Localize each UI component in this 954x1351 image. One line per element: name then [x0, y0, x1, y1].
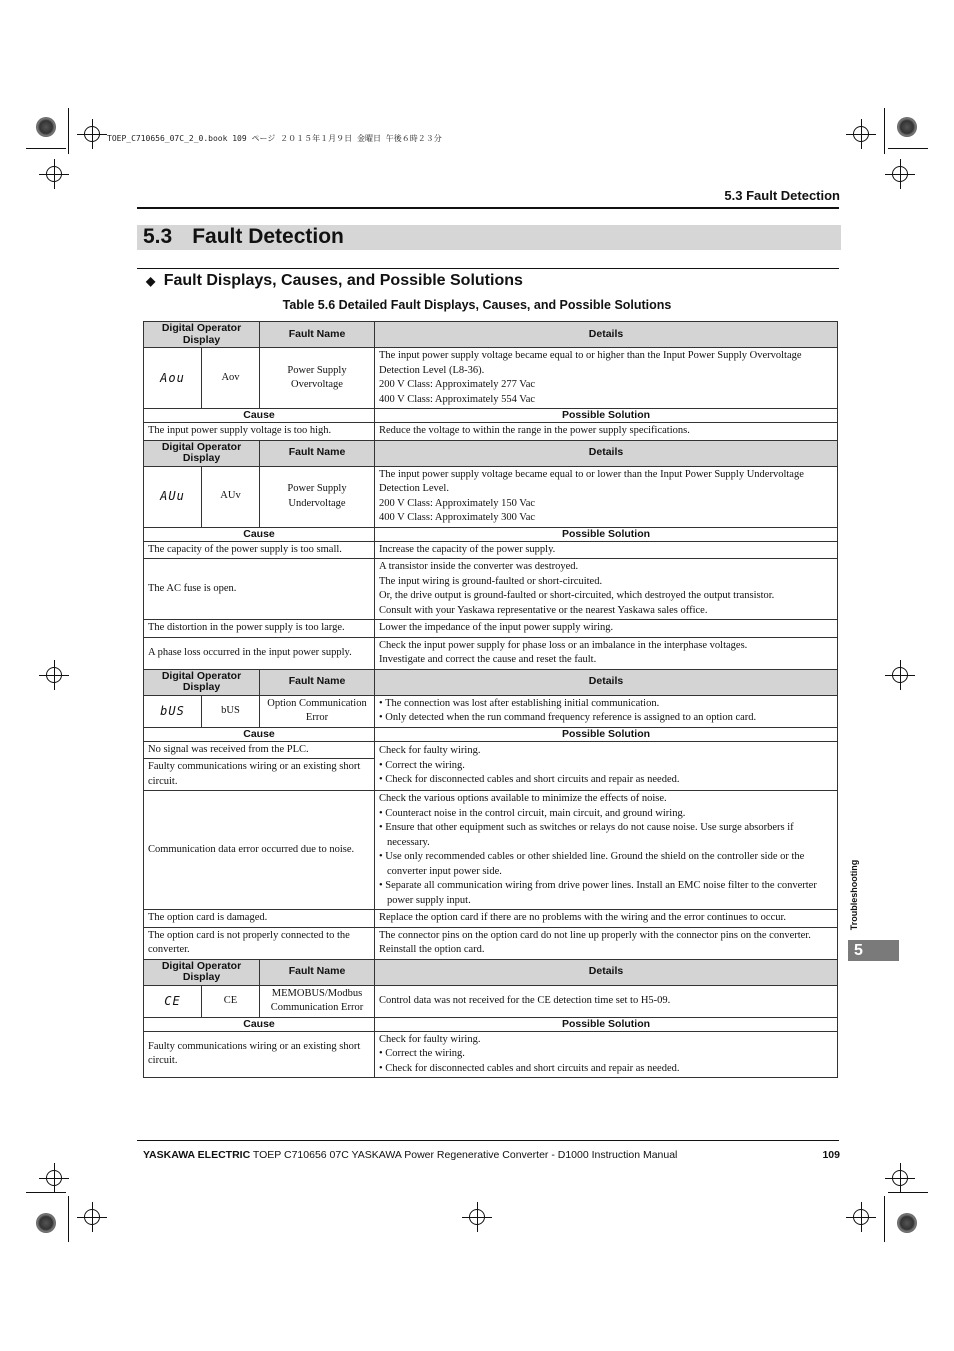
fault-name: Power Supply Overvoltage [260, 348, 375, 409]
solution-text [375, 423, 838, 441]
fault-info-row [144, 695, 838, 727]
solution-line: Check for faulty wiring. [379, 1033, 481, 1045]
fault-name: MEMOBUS/Modbus Communication Error [260, 985, 375, 1017]
solution-header: Possible Solution [375, 527, 838, 541]
solution-line: A transistor inside the converter was destroyed. [379, 561, 579, 572]
registration-dot-icon [897, 1213, 917, 1233]
cause-header-row [144, 1017, 838, 1031]
registration-dot-icon [36, 117, 56, 137]
subsection-heading [146, 272, 523, 290]
details-line: • Only detected when the run command frequency reference is assigned to an option card. [379, 712, 757, 723]
solution-text [375, 927, 838, 959]
cause-row [144, 741, 838, 759]
fault-name: Power Supply Undervoltage [260, 466, 375, 527]
cause-row [144, 1031, 838, 1078]
diamond-bullet-icon: ◆ [146, 274, 156, 288]
cause-row [144, 637, 838, 669]
fault-details [375, 466, 838, 527]
fault-info-row [144, 466, 838, 527]
solution-line: • Correct the wiring. [379, 759, 465, 771]
solution-text [375, 541, 838, 559]
cause-row [144, 620, 838, 638]
cause-text: The distortion in the power supply is too large. [144, 620, 375, 638]
cause-text: The AC fuse is open. [144, 559, 375, 620]
details-line: • The connection was lost after establishing initial communication. [379, 697, 660, 709]
display-header: Digital Operator Display [144, 669, 260, 695]
section-title [143, 225, 344, 249]
crosshair-mark-icon [46, 166, 62, 182]
solution-line: The connector pins on the option card do not line up properly with the connector pins on the converter. [379, 929, 811, 941]
solution-header: Possible Solution [375, 727, 838, 741]
details-line: Control data was not received for the CE detection time set to H5-09. [379, 994, 671, 1006]
solution-text [375, 620, 838, 638]
crosshair-mark-icon [46, 1170, 62, 1186]
cause-text: A phase loss occurred in the input power supply. [144, 637, 375, 669]
solution-line: Lower the impedance of the input power supply wiring. [379, 622, 614, 633]
chapter-tab: 5 [848, 940, 899, 961]
solution-line: Check for faulty wiring. [379, 745, 481, 756]
registration-dot-icon [897, 117, 917, 137]
crosshair-mark-icon [84, 126, 100, 142]
solution-line: The input wiring is ground-faulted or short-circuited. [379, 575, 603, 587]
crosshair-mark-icon [46, 667, 62, 683]
display-header: Digital Operator Display [144, 322, 260, 348]
fault-name-header: Fault Name [260, 322, 375, 348]
cause-header: Cause [144, 1017, 375, 1031]
crosshair-mark-icon [892, 166, 908, 182]
cause-row [144, 423, 838, 441]
details-header: Details [375, 669, 838, 695]
fault-details [375, 695, 838, 727]
solution-text [375, 637, 838, 669]
fault-details [375, 348, 838, 409]
cause-row [144, 791, 838, 910]
running-header: 5.3 Fault Detection [724, 188, 840, 203]
solution-line: • Ensure that other equipment such as switches or relays do not cause noise. Use surge absorbers if necessary. [379, 822, 794, 848]
solution-line: Check the various options available to minimize the effects of noise. [379, 793, 667, 804]
registration-dot-icon [36, 1213, 56, 1233]
footer-manual [143, 1149, 677, 1161]
cause-text: The option card is damaged. [144, 910, 375, 928]
details-header: Details [375, 440, 838, 466]
cause-row [144, 541, 838, 559]
crosshair-mark-icon [892, 667, 908, 683]
page-number: 109 [822, 1149, 840, 1161]
fault-header-row [144, 959, 838, 985]
fault-code: Aov [202, 348, 260, 409]
display-header: Digital Operator Display [144, 959, 260, 985]
footer-rule [137, 1140, 839, 1141]
details-line: 400 V Class: Approximately 300 Vac [379, 512, 536, 523]
cause-row [144, 910, 838, 928]
subsection-title: Fault Displays, Causes, and Possible Solutions [163, 272, 523, 289]
cause-header: Cause [144, 409, 375, 423]
subsection-rule [137, 268, 839, 269]
operator-display-code: Aou [144, 348, 202, 409]
side-tab-label-wrap [843, 860, 863, 938]
crosshair-mark-icon [84, 1209, 100, 1225]
solution-line: Consult with your Yaskawa representative or the nearest Yaskawa sales office. [379, 604, 708, 616]
header-rule [137, 207, 839, 209]
details-line: The input power supply voltage became equal to or lower than the Input Power Supply Undervoltage Detection Level. [379, 468, 804, 494]
crosshair-mark-icon [469, 1209, 485, 1225]
cause-header: Cause [144, 527, 375, 541]
details-line: 400 V Class: Approximately 554 Vac [379, 393, 536, 405]
fault-name: Option Communication Error [260, 695, 375, 727]
solution-header: Possible Solution [375, 409, 838, 423]
cause-text: Communication data error occurred due to noise. [144, 791, 375, 910]
fault-info-row [144, 348, 838, 409]
details-line: The input power supply voltage became equal to or higher than the Input Power Supply Overvoltage Detection Level (L8-36). [379, 350, 802, 376]
fault-header-row [144, 440, 838, 466]
details-header: Details [375, 322, 838, 348]
solution-text [375, 559, 838, 620]
solution-line: • Separate all communication wiring from drive power lines. Install an EMC noise filter to the converter power supply input. [379, 880, 817, 906]
section-number: 5.3 [143, 225, 173, 248]
fault-name-header: Fault Name [260, 669, 375, 695]
cause-text: No signal was received from the PLC. [144, 741, 375, 759]
cause-header: Cause [144, 727, 375, 741]
solution-text [375, 1031, 838, 1078]
solution-line: Or, the drive output is ground-faulted or short-circuited, which destroyed the output transistor. [379, 590, 775, 601]
solution-line: Reduce the voltage to within the range in the power supply specifications. [379, 425, 690, 436]
fault-code: AUv [202, 466, 260, 527]
crosshair-mark-icon [892, 1170, 908, 1186]
fault-code: CE [202, 985, 260, 1017]
solution-line: • Use only recommended cables or other shielded line. Ground the shield on the controller side or the converter input power side. [379, 851, 805, 877]
crosshair-mark-icon [853, 1209, 869, 1225]
solution-line: Investigate and correct the cause and reset the fault. [379, 654, 597, 665]
cause-row [144, 559, 838, 620]
fault-info-row [144, 985, 838, 1017]
footer-manual-title: TOEP C710656 07C YASKAWA Power Regenerative Converter - D1000 Instruction Manual [250, 1149, 678, 1161]
side-tab-label: Troubleshooting [849, 859, 859, 931]
solution-line: Replace the option card if there are no problems with the wiring and the error continues to occur. [379, 912, 787, 923]
solution-line: • Correct the wiring. [379, 1048, 465, 1059]
fault-code: bUS [202, 695, 260, 727]
operator-display-code: bUS [144, 695, 202, 727]
solution-text [375, 791, 838, 910]
solution-line: • Check for disconnected cables and short circuits and repair as needed. [379, 774, 680, 785]
fault-header-row [144, 322, 838, 348]
display-header: Digital Operator Display [144, 440, 260, 466]
solution-line: Check the input power supply for phase loss or an imbalance in the interphase voltages. [379, 639, 748, 651]
footer-company: YASKAWA ELECTRIC [143, 1149, 251, 1161]
fault-name-header: Fault Name [260, 440, 375, 466]
cause-text: The option card is not properly connected to the converter. [144, 927, 375, 959]
cause-text: The capacity of the power supply is too small. [144, 541, 375, 559]
crosshair-mark-icon [853, 126, 869, 142]
operator-display-code: AUu [144, 466, 202, 527]
solution-line: Reinstall the option card. [379, 944, 485, 955]
fault-name-header: Fault Name [260, 959, 375, 985]
details-line: 200 V Class: Approximately 277 Vac [379, 379, 536, 390]
table-caption: Table 5.6 Detailed Fault Displays, Causes, and Possible Solutions [282, 298, 672, 312]
solution-line: • Counteract noise in the control circuit, main circuit, and ground wiring. [379, 807, 686, 819]
cause-header-row [144, 409, 838, 423]
solution-line: Increase the capacity of the power supply. [379, 543, 556, 555]
cause-header-row [144, 527, 838, 541]
section-title-text: Fault Detection [192, 225, 344, 248]
operator-display-code: CE [144, 985, 202, 1017]
details-line: 200 V Class: Approximately 150 Vac [379, 497, 536, 509]
fault-table [143, 321, 838, 1078]
cause-header-row [144, 727, 838, 741]
cause-text: The input power supply voltage is too high. [144, 423, 375, 441]
solution-line: • Check for disconnected cables and short circuits and repair as needed. [379, 1062, 680, 1074]
book-print-info: TOEP_C710656_07C_2_0.book 109 ページ ２０１５年１月９日 金曜日 午後６時２３分 [107, 134, 442, 143]
solution-text [375, 910, 838, 928]
details-header: Details [375, 959, 838, 985]
cause-text: Faulty communications wiring or an existing short circuit. [144, 759, 375, 791]
cause-row [144, 927, 838, 959]
solution-header: Possible Solution [375, 1017, 838, 1031]
fault-details [375, 985, 838, 1017]
solution-text [375, 741, 838, 791]
fault-header-row [144, 669, 838, 695]
cause-text: Faulty communications wiring or an existing short circuit. [144, 1031, 375, 1078]
